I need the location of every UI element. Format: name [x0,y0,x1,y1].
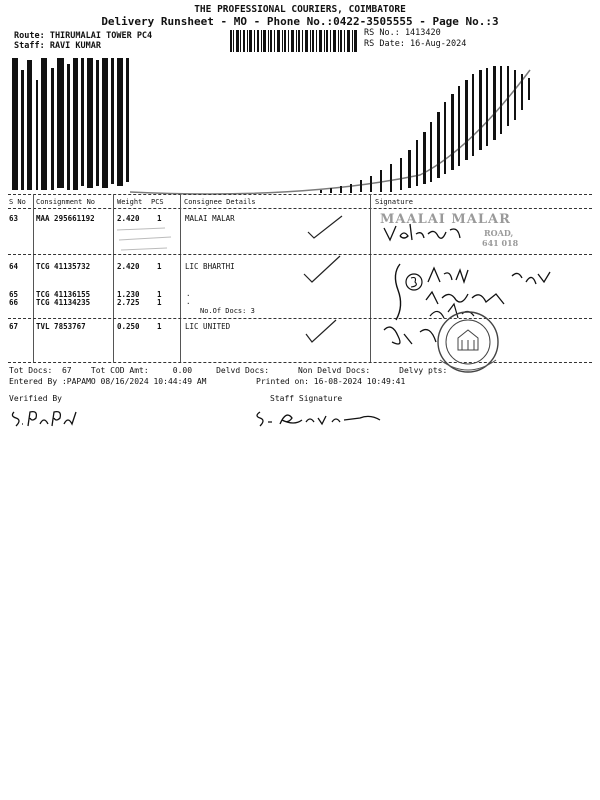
totals-line: Tot Docs: 67 Tot COD Amt: 0.00 Delvd Docs: Non Delvd Docs: Delvy pts: [9,366,448,375]
row-65-consignee: . [186,289,191,298]
company-title: THE PROFESSIONAL COURIERS, COIMBATORE [194,4,406,15]
row-63-consignment: MAA 295661192 [36,214,95,223]
stamp-name: MAALAI MALAR [380,212,511,227]
col-signature: Signature [375,198,413,206]
printed-on: Printed on: 16-08-2024 10:49:41 [256,377,406,386]
staff-signature-label: Staff Signature [270,394,343,403]
row-66-pcs: 1 [157,298,162,307]
row-65-weight: 1.230 [117,290,140,299]
stamp-road: ROAD, [484,228,514,238]
row-65-pcs: 1 [157,290,162,299]
row-65-consignment: TCG 41136155 [36,290,91,299]
col-pcs: PCS [151,198,164,206]
row-64-consignee: LIC BHARTHI [185,262,235,271]
main-barcode [0,50,600,200]
row-66-weight: 2.725 [117,298,140,307]
row-63-pcs: 1 [157,214,162,223]
row-67-pcs: 1 [157,322,162,331]
row-65-sno: 65 [9,290,19,299]
row-66-consignee: . [186,297,191,306]
row-66-sno: 66 [9,298,19,307]
col-sno: S No [9,198,26,206]
entered-by: Entered By :PAPAMO 08/16/2024 10:44:49 AM [9,377,207,386]
verified-by-label: Verified By [9,394,62,403]
row-63-sno: 63 [9,214,19,223]
handwriting-layer [300,210,600,380]
row-63-weight: 2.420 [117,214,140,223]
route-label: Route: THIRUMALAI TOWER PC4 [14,31,153,41]
staff-label: Staff: RAVI KUMAR [14,41,101,51]
stamp-pincode: 641 018 [482,238,519,248]
row-63-consignee: MALAI MALAR [185,214,235,223]
staff-sign [250,404,410,430]
verified-signature [8,404,88,428]
col-weight: Weight [117,198,143,206]
row-67-weight: 0.250 [117,322,140,331]
row-67-sno: 67 [9,322,19,331]
no-of-docs-note: No.Of Docs: 3 [200,307,255,315]
col-consignment: Consignment No [36,198,96,206]
col-consignee: Consignee Details [184,198,256,206]
row-64-sno: 64 [9,262,19,271]
rs-number: RS No.: 1413420 [364,28,441,38]
header-barcode [230,30,358,52]
row-67-consignee: LIC UNITED [185,322,231,331]
row-67-consignment: TVL 7853767 [36,322,86,331]
row-66-consignment: TCG 41134235 [36,298,91,307]
row-64-weight: 2.420 [117,262,140,271]
stamp-ghost [115,224,175,258]
row-64-pcs: 1 [157,262,162,271]
row-64-consignment: TCG 41135732 [36,262,91,271]
runsheet-title: Delivery Runsheet - MO - Phone No.:0422-3505555 - Page No.:3 [101,15,499,28]
rs-date: RS Date: 16-Aug-2024 [364,39,467,49]
